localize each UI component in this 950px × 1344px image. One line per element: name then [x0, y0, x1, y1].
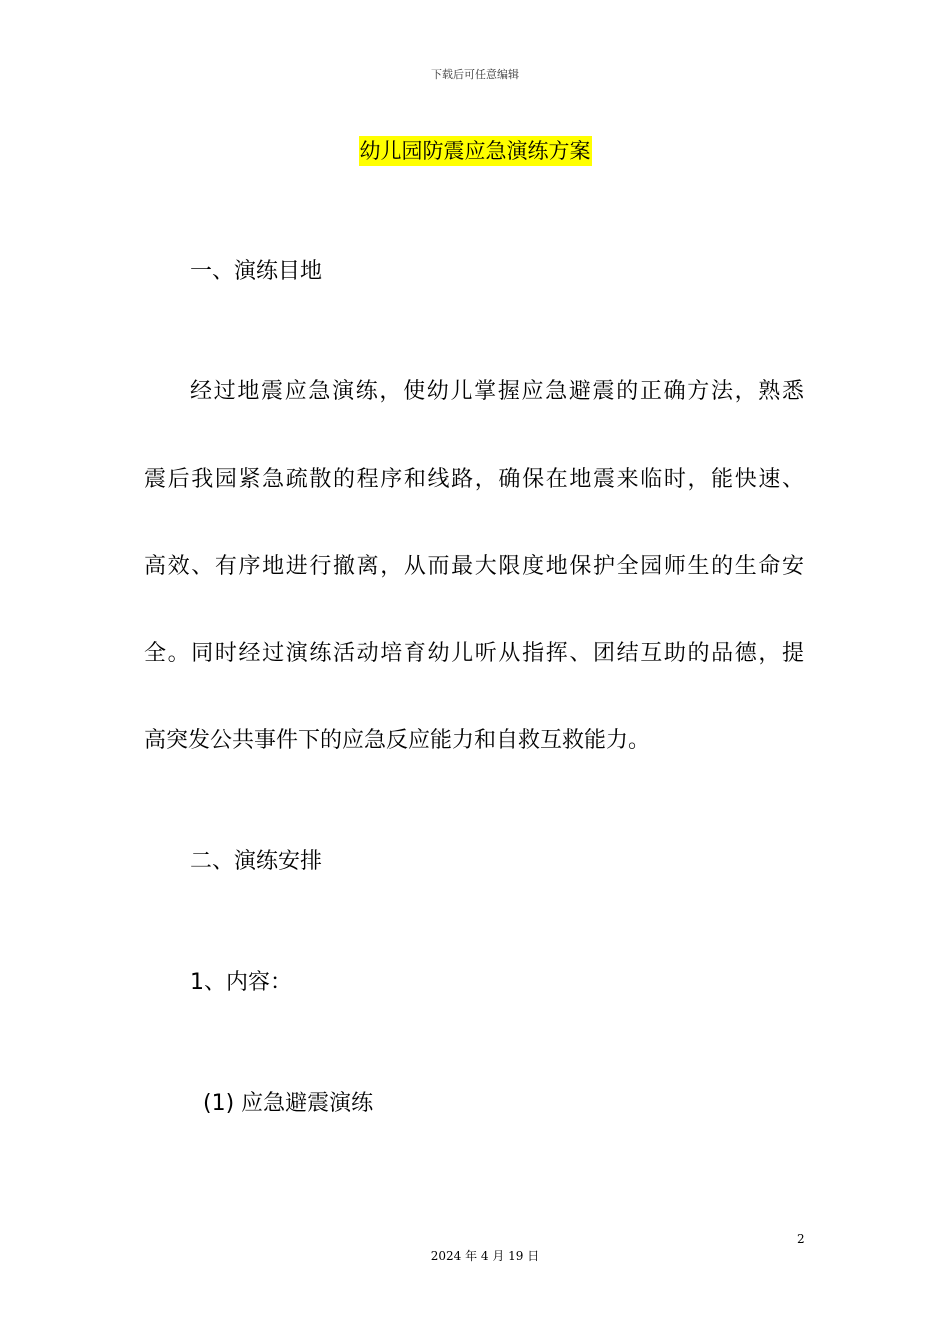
page-header: 下载后可任意编辑	[431, 68, 519, 81]
paragraph-line: 全。同时经过演练活动培育幼儿听从指挥、团结互助的品德，提	[144, 641, 804, 666]
list-item-content: 1、内容：	[190, 970, 292, 995]
section-heading-arrangement: 二、演练安排	[190, 849, 323, 874]
paragraph-line: 震后我园紧急疏散的程序和线路，确保在地震来临时，能快速、	[144, 467, 804, 492]
paragraph-line: 高突发公共事件下的应急反应能力和自救互救能力。	[144, 728, 651, 753]
sub-item-drill: (1) 应急避震演练	[203, 1091, 374, 1116]
section-heading-purpose: 一、演练目地	[190, 259, 323, 284]
paragraph-line: 经过地震应急演练，使幼儿掌握应急避震的正确方法，熟悉	[190, 379, 804, 404]
paragraph-line: 高效、有序地进行撤离，从而最大限度地保护全园师生的生命安	[144, 554, 804, 579]
page-number: 2	[797, 1232, 805, 1246]
footer-date: 2024 年 4 月 19 日	[430, 1249, 540, 1263]
title-container	[0, 136, 950, 166]
document-title: 幼儿园防震应急演练方案	[359, 136, 592, 166]
